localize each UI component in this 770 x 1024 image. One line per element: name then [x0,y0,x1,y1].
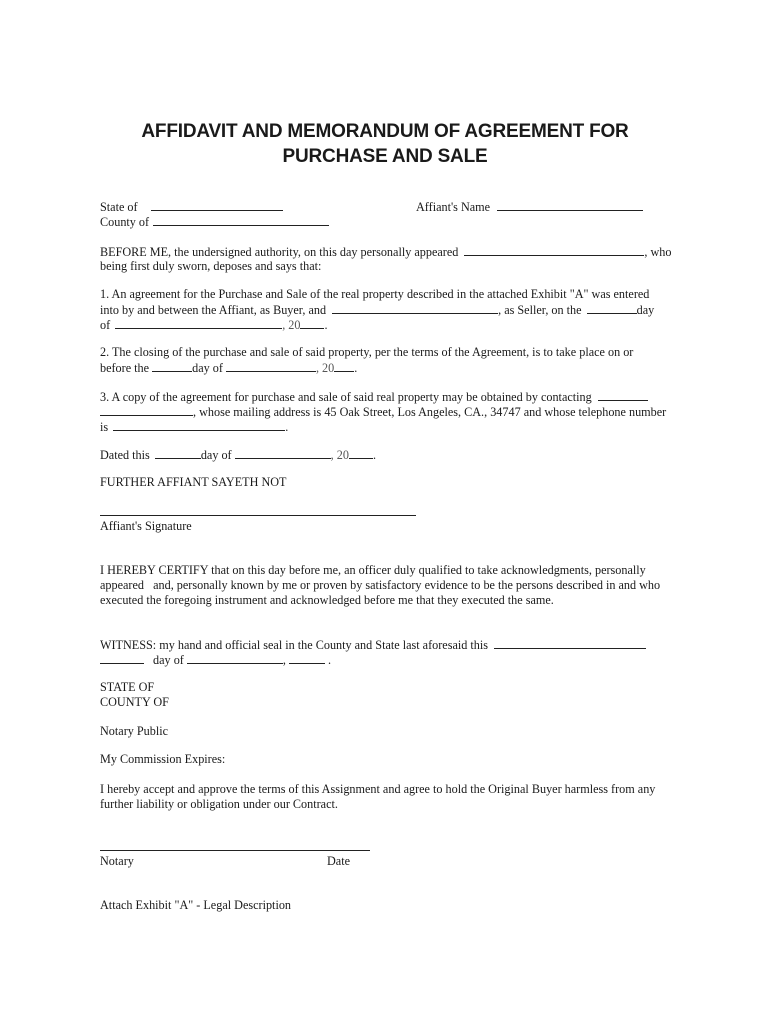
dated-text: Dated this [100,448,150,462]
para1-year-prefix: , 20 [282,318,301,332]
witness-text: WITNESS: my hand and official seal in the County and State last aforesaid this [100,638,489,652]
para2-year-prefix: , 20 [315,361,335,375]
dated-year-prefix: , 20 [330,448,349,462]
state-label: State of [100,200,138,214]
accept-line2: further liability or obligation under our Contract. [100,797,338,811]
para3-line3 [100,419,288,435]
para2-month-field[interactable] [226,360,316,372]
para1-seller-text: , as Seller, on the [498,303,582,317]
witness-comma: , [282,653,286,667]
notary-signature-line[interactable] [100,850,370,851]
dated-period: . [372,448,376,462]
para1-line1: 1. An agreement for the Purchase and Sale of the real property described in the attached Exhibit "A" was entered [100,287,650,301]
certify-line2: appeared and, personally known by me or proven by satisfactory evidence to be the persons described in and who [100,578,661,592]
state-of-text: STATE OF [100,680,155,694]
contact-name-field-b[interactable] [100,404,193,416]
witness-day-of-text: day of [153,653,184,667]
document-title-line1: AFFIDAVIT AND MEMORANDUM OF AGREEMENT FOR [141,121,629,142]
seller-name-field[interactable] [332,302,498,314]
before-me-line2: being first duly sworn, deposes and says that: [100,259,322,273]
para2-line2 [100,360,357,376]
para1-of-text: of [100,318,111,332]
affiant-name-row [416,199,643,215]
para3-line1 [100,389,648,405]
commission-expires-text: My Commission Expires: [100,752,226,766]
para3-period: . [285,420,289,434]
witness-line2 [100,652,331,668]
telephone-field[interactable] [113,419,285,431]
para2-before-text: before the [100,361,150,375]
witness-day-field[interactable] [494,637,646,649]
further-affiant-text: FURTHER AFFIANT SAYETH NOT [100,475,287,489]
before-me-text: BEFORE ME, the undersigned authority, on this day personally appeared [100,245,459,259]
state-field[interactable] [151,199,283,211]
para3-contact-text: 3. A copy of the agreement for purchase and sale of said real property may be obtained by contacting [100,390,592,404]
witness-year-field[interactable] [289,652,325,664]
para1-day-field[interactable] [587,302,637,314]
affiant-signature-label: Affiant's Signature [100,519,192,533]
para3-is-text: is [100,420,109,434]
certify-line1: I HEREBY CERTIFY that on this day before me, an officer duly qualified to take acknowledgments, personally [100,563,646,577]
notary-label: Notary [100,854,134,868]
affiant-name-label: Affiant's Name [416,200,491,214]
certify-line3: executed the foregoing instrument and acknowledged before me that they executed the same. [100,593,554,607]
before-me-line1 [100,244,671,260]
para3-line2 [100,404,666,420]
before-me-who: , who [644,245,672,259]
county-of-text: COUNTY OF [100,695,169,709]
para1-day-text: day [636,303,655,317]
affiant-name-field[interactable] [497,199,643,211]
para1-line2 [100,302,654,318]
accept-line1: I hereby accept and approve the terms of this Assignment and agree to hold the Original Buyer harmless from any [100,782,656,796]
county-field[interactable] [153,214,329,226]
date-label: Date [327,854,351,868]
state-row [100,199,283,215]
dated-line [100,447,376,463]
para1-line3 [100,317,328,333]
appeared-name-field[interactable] [464,244,644,256]
affiant-signature-line[interactable] [100,515,416,516]
witness-line1 [100,637,646,653]
para2-line1: 2. The closing of the purchase and sale of said property, per the terms of the Agreement, is to take place on or [100,345,634,359]
notary-public-text: Notary Public [100,724,169,738]
exhibit-note: Attach Exhibit "A" - Legal Description [100,898,292,912]
contact-name-field-a[interactable] [598,389,648,401]
para1-period: . [324,318,328,332]
dated-day-of-text: day of [200,448,232,462]
para3-address-text: , whose mailing address is 45 Oak Street, Los Angeles, CA., 34747 and whose telephone number [193,405,667,419]
para2-period: . [354,361,358,375]
witness-day-field-b[interactable] [100,652,144,664]
para1-month-field[interactable] [115,317,282,329]
para2-day-field[interactable] [152,360,192,372]
document-title-line2: PURCHASE AND SALE [282,146,488,167]
county-row [100,214,329,230]
witness-period: . [328,653,332,667]
dated-day-field[interactable] [155,447,201,459]
witness-month-field[interactable] [187,652,283,664]
dated-month-field[interactable] [235,447,331,459]
para1-buyer-text: into by and between the Affiant, as Buyer, and [100,303,327,317]
county-label: County of [100,215,150,229]
dated-year-field[interactable] [349,447,373,459]
para1-year-field[interactable] [300,317,324,329]
para2-day-of-text: day of [192,361,223,375]
para2-year-field[interactable] [334,360,354,372]
